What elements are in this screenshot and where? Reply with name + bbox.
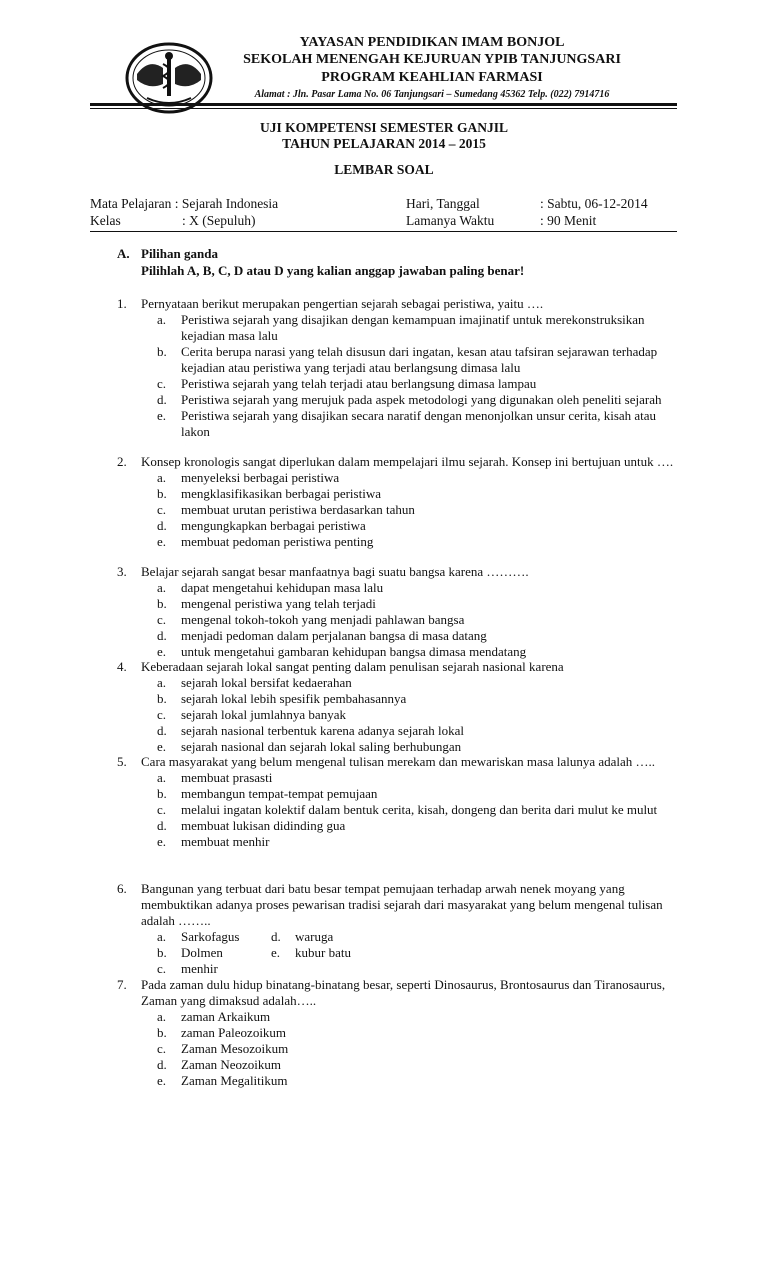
option-e: e. sejarah nasional dan sejarah lokal saling berhubungan xyxy=(157,739,462,754)
option-a: a. Sarkofagus xyxy=(157,929,240,944)
option-b: b. membangun tempat-tempat pemujaan xyxy=(157,786,378,801)
question-1 xyxy=(117,296,677,440)
question-7 xyxy=(117,977,677,1089)
option-e: e. membuat pedoman peristiwa penting xyxy=(157,534,374,549)
option-c: c. membuat urutan peristiwa berdasarkan tahun xyxy=(157,502,415,517)
option-e: e. untuk mengetahui gambaran kehidupan bangsa dimasa mendatang xyxy=(157,644,527,659)
question-text: Belajar sejarah sangat besar manfaatnya bagi suatu bangsa karena ………. xyxy=(141,564,529,579)
question-text: Bangunan yang terbuat dari batu besar tempat pemujaan terhadap arwah nenek moyang yang membuktikan adanya proses pewarisan tradisi sejarah dari masyarakat yang belum mengenal tulisan adalah …….. xyxy=(141,881,663,928)
school-address: Alamat : Jln. Pasar Lama No. 06 Tanjungsari – Sumedang 45362 Telp. (022) 7914716 xyxy=(254,89,610,100)
option-e: e. membuat menhir xyxy=(157,834,270,849)
option-a: a. menyeleksi berbagai peristiwa xyxy=(157,470,340,485)
school-name: SEKOLAH MENENGAH KEJURUAN YPIB TANJUNGSARI xyxy=(243,52,621,67)
question-number: 5. xyxy=(117,754,127,769)
option-b: b. mengenal peristiwa yang telah terjadi xyxy=(157,596,376,611)
class-label: Kelas xyxy=(90,213,121,228)
question-text: Pernyataan berikut merupakan pengertian sejarah sebagai peristiwa, yaitu …. xyxy=(141,296,544,311)
question-2 xyxy=(117,454,677,550)
question-text: Keberadaan sejarah lokal sangat penting dalam penulisan sejarah nasional karena xyxy=(141,659,564,674)
option-a: a. zaman Arkaikum xyxy=(157,1009,271,1024)
option-d: d. menjadi pedoman dalam perjalanan bangsa di masa datang xyxy=(157,628,487,643)
day-value: : Sabtu, 06-12-2014 xyxy=(540,196,648,211)
option-c: c. Zaman Mesozoikum xyxy=(157,1041,289,1056)
letterhead xyxy=(0,0,768,120)
question-number: 4. xyxy=(117,659,127,674)
option-b: b. zaman Paleozoikum xyxy=(157,1025,287,1040)
program-name: PROGRAM KEAHLIAN FARMASI xyxy=(321,70,543,85)
section-heading xyxy=(117,246,218,262)
question-number: 1. xyxy=(117,296,127,311)
option-d: d. Peristiwa sejarah yang merujuk pada aspek metodologi yang digunakan oleh peneliti sejarah xyxy=(157,392,662,407)
option-c: c. Peristiwa sejarah yang telah terjadi atau berlangsung dimasa lampau xyxy=(157,376,537,391)
question-text: Pada zaman dulu hidup binatang-binatang besar, seperti Dinosaurus, Brontosaurus dan Tiranosaurus, Zaman yang dimaksud adalah….. xyxy=(141,977,666,1008)
option-e: e. Zaman Megalitikum xyxy=(157,1073,288,1088)
option-e: e. Peristiwa sejarah yang disajikan secara naratif dengan menonjolkan unsur cerita, kisah atau lakon xyxy=(157,408,657,439)
option-b: b. sejarah lokal lebih spesifik pembahasannya xyxy=(157,691,407,706)
foundation-name: YAYASAN PENDIDIKAN IMAM BONJOL xyxy=(299,35,565,50)
question-text: Konsep kronologis sangat diperlukan dalam mempelajari ilmu sejarah. Konsep ini bertujuan untuk …. xyxy=(141,454,674,469)
question-3 xyxy=(117,564,677,660)
sheet-title: LEMBAR SOAL xyxy=(334,162,434,177)
subject-label: Mata Pelajaran : Sejarah Indonesia xyxy=(90,196,279,211)
info-divider xyxy=(90,231,677,232)
day-label: Hari, Tanggal xyxy=(406,196,480,211)
section-label: A. xyxy=(117,246,130,261)
section-title: Pilihan ganda xyxy=(141,246,218,261)
academic-year: TAHUN PELAJARAN 2014 – 2015 xyxy=(282,136,486,151)
duration-value: : 90 Menit xyxy=(540,213,597,228)
option-c: c. menhir xyxy=(157,961,218,976)
option-d: d. sejarah nasional terbentuk karena adanya sejarah lokal xyxy=(157,723,464,738)
option-c: c. melalui ingatan kolektif dalam bentuk cerita, kisah, dongeng dan berita dari mulut ke mulut xyxy=(157,802,658,817)
option-d: d. mengungkapkan berbagai peristiwa xyxy=(157,518,366,533)
question-number: 7. xyxy=(117,977,127,992)
option-e: e. kubur batu xyxy=(271,945,351,960)
header-divider xyxy=(90,103,677,109)
option-d: d. Zaman Neozoikum xyxy=(157,1057,281,1072)
option-b: b. Cerita berupa narasi yang telah disusun dari ingatan, kesan atau tafsiran sejarawan terhadap kejadian atau peristiwa yang terjadi atau berlangsung dimasa lalu xyxy=(157,344,658,375)
option-a: a. sejarah lokal bersifat kedaerahan xyxy=(157,675,352,690)
question-4 xyxy=(117,659,677,755)
option-c: c. sejarah lokal jumlahnya banyak xyxy=(157,707,346,722)
option-d: d. waruga xyxy=(271,929,334,944)
question-text: Cara masyarakat yang belum mengenal tulisan merekam dan mewariskan masa lalunya adalah ….. xyxy=(141,754,656,769)
question-number: 3. xyxy=(117,564,127,579)
option-a: a. membuat prasasti xyxy=(157,770,273,785)
option-c: c. mengenal tokoh-tokoh yang menjadi pahlawan bangsa xyxy=(157,612,465,627)
question-number: 2. xyxy=(117,454,127,469)
class-value: : X (Sepuluh) xyxy=(182,213,256,228)
section-instruction: Pilihlah A, B, C, D atau D yang kalian anggap jawaban paling benar! xyxy=(141,263,525,278)
option-b: b. mengklasifikasikan berbagai peristiwa xyxy=(157,486,381,501)
option-b: b. Dolmen xyxy=(157,945,223,960)
option-a: a. Peristiwa sejarah yang disajikan dengan kemampuan imajinatif untuk merekonstruksikan kejadian masa lalu xyxy=(157,312,645,343)
duration-label: Lamanya Waktu xyxy=(406,213,495,228)
option-a: a. dapat mengetahui kehidupan masa lalu xyxy=(157,580,384,595)
question-6 xyxy=(117,881,677,977)
option-d: d. membuat lukisan didinding gua xyxy=(157,818,346,833)
question-5 xyxy=(117,754,677,850)
exam-title: UJI KOMPETENSI SEMESTER GANJIL xyxy=(260,120,508,135)
question-number: 6. xyxy=(117,881,127,896)
